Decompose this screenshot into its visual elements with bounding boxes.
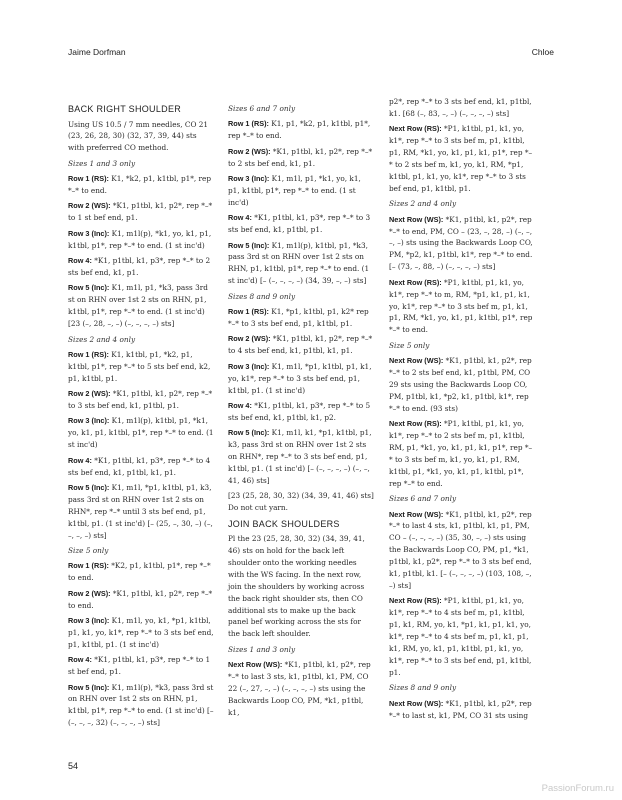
instruction-row bbox=[68, 482, 214, 542]
size-subheading: Sizes 8 and 9 only bbox=[389, 683, 457, 693]
row-label: Row 5 (Inc): bbox=[68, 682, 110, 692]
instruction-row bbox=[228, 146, 374, 170]
body-paragraph: Pl the 23 (25, 28, 30, 32) (34, 39, 41, 46) sts on hold for the back left shoulder onto the working needles with the WS facing. In the next row, join the shoulders by working across the back right shoulder sts, then CO additional sts to make up the back panel bef working across the sts for the back left shoulder. bbox=[228, 534, 365, 639]
page-number: 54 bbox=[68, 761, 79, 771]
row-label: Row 2 (WS): bbox=[228, 334, 271, 344]
row-text: *K1, p1tbl, k1, p2*, rep *–* to 1 st bef end, p1. bbox=[68, 201, 213, 223]
author-name: Jaime Dorfman bbox=[68, 47, 126, 57]
row-text: *K1, p1tbl, k1, p3*, rep *–* to 4 sts bef end, k1, p1tbl, k1, p1. bbox=[68, 455, 211, 477]
row-text: *P1, k1tbl, p1, k1, yo, k1*, rep *–* to 2 sts bef m, p1, k1tbl, RM, p1, *k1, yo, k1, p1, k1, p1*, rep *–* to 3 sts bef m, k1, yo, k1, p1, RM, k1tbl, p1, *k1, yo, k1, p1, k1tbl, p1*, rep *–* to end. bbox=[389, 419, 533, 488]
row-label: Row 3 (Inc): bbox=[228, 361, 270, 371]
section-heading: JOIN BACK SHOULDERS bbox=[228, 518, 340, 529]
row-text: *K1, p1tbl, k1, p3*, rep *–* to 3 sts bef end, k1, p1tbl, p1. bbox=[228, 213, 371, 235]
row-text: K1, k1tbl, p1, *k2, p1, k1tbl, p1*, rep *–* to 5 sts bef end, k2, p1, k1tbl, p1. bbox=[68, 349, 211, 383]
row-label: Row 2 (WS): bbox=[68, 389, 111, 399]
instruction-row bbox=[68, 173, 214, 197]
size-subheading: Sizes 2 and 4 only bbox=[389, 199, 457, 209]
instruction-row bbox=[228, 400, 374, 424]
row-text: K1, m1l(p), *k3, pass 3rd st on RHN over 1st 2 sts on RHN, p1, k1tbl, p1*, rep *–* to end. (1 st inc'd) [– (–, –, –, 32) (–, –, –, –) sts] bbox=[68, 682, 214, 728]
row-label: Row 4: bbox=[68, 455, 92, 465]
row-label: Next Row (RS): bbox=[389, 124, 442, 134]
instruction-row bbox=[68, 654, 214, 678]
instruction-row bbox=[228, 240, 374, 288]
row-text: K1, m1l, k1, *p1, k1tbl, p1, k3, pass 3rd st on RHN over 1st 2 sts on RHN*, rep *–* to 3 sts bef end, p1, k1tbl, p1. (1 st inc'd) [– (–, –, –, –) (–, –, 41, 46) sts] bbox=[228, 428, 372, 485]
row-text: K1, *p1, k1tbl, p1, k2* rep *–* to 3 sts bef end, p1, k1tbl, p1. bbox=[228, 307, 369, 328]
row-text: *K1, p1tbl, k1, p2*, rep *–* to end. bbox=[68, 588, 213, 610]
size-subheading: Size 5 only bbox=[68, 546, 109, 555]
size-subheading: Sizes 6 and 7 only bbox=[389, 494, 457, 504]
size-subheading: Sizes 1 and 3 only bbox=[68, 158, 136, 168]
row-text: *K1, p1tbl, k1, p2*, rep *–* to 3 sts bef end, k1, p1tbl, p1. bbox=[68, 389, 213, 411]
row-text: *K1, p1tbl, k1, p3*, rep *–* to 2 sts bef end, k1, p1. bbox=[68, 256, 211, 277]
row-label: Row 1 (RS): bbox=[68, 174, 109, 184]
row-text: *K2, p1, k1tbl, p1*, rep *–* to end. bbox=[68, 561, 211, 583]
row-label: Row 5 (Inc): bbox=[228, 428, 270, 438]
row-text: *K1, p1tbl, k1, p2*, rep *–* to 4 sts bef end, k1, p1tbl, k1, p1. bbox=[228, 334, 373, 356]
row-label: Next Row (WS): bbox=[389, 356, 444, 366]
instruction-row bbox=[228, 333, 374, 357]
row-text: K1, m1l(p), k1tbl, p1, *k1, yo, k1, p1, k1tbl, p1*, rep *–* to end. (1 st inc'd) bbox=[68, 416, 214, 450]
row-label: Row 3 (Inc): bbox=[68, 416, 110, 426]
body-paragraph: Using US 10.5 / 7 mm needles, CO 21 (23, 26, 28, 30) (32, 37, 39, 44) sts with preferred CO method. bbox=[68, 119, 209, 153]
row-text: *P1, k1tbl, p1, k1, yo, k1*, rep *–* to 3 sts bef m, p1, k1tbl, p1, RM, *k1, yo, k1, p1, k1, p1*, rep *–* to 2 sts bef m, k1, yo, k1, RM, *p1, k1tbl, p1, k1, yo, k1*, rep *–* to 3 sts bef end, p1, k1tbl, p1. bbox=[389, 124, 533, 193]
row-text: K1, m1l(p), *k1, yo, k1, p1, k1tbl, p1*, rep *–* to end. (1 st inc'd) bbox=[68, 228, 212, 250]
row-text: *K1, p1tbl, k1, p2*, rep *–* to 2 sts bef end, k1, p1tbl, PM, CO 29 sts using the Backwards Loop CO, PM, p1tbl, k1, *p2, k1, p1tbl, k1*, rep *–* to end. (93 sts) bbox=[389, 356, 532, 413]
row-label: Row 1 (RS): bbox=[68, 349, 109, 359]
row-label: Row 4: bbox=[228, 213, 252, 223]
size-subheading: Sizes 1 and 3 only bbox=[228, 644, 296, 654]
instruction-row bbox=[228, 361, 374, 397]
row-text: K1, m1l, p1, *k3, pass 3rd st on RHN over 1st 2 sts on RHN, p1, k1tbl, p1*, rep *–* to end. (1 st inc'd) [23 (–, 28, –, –) (–, –, –, –) sts] bbox=[68, 283, 208, 329]
watermark: PassionForum.ru bbox=[541, 783, 614, 794]
row-text: K1, m1l, *p1, k1tbl, p1, k3, pass 3rd st on RHN over 1st 2 sts on RHN*, rep *–* until 3 sts bef end, p1, k1tbl, p1. (1 st inc'd) [– (25, –, 30, –) (–, –, –, –) sts] bbox=[68, 482, 213, 540]
instruction-row bbox=[68, 415, 214, 451]
instruction-row bbox=[228, 306, 374, 330]
instruction-row bbox=[68, 455, 214, 479]
row-text: *P1, k1tbl, p1, k1, yo, k1*, rep *–* to m, RM, *p1, k1, p1, k1, yo, k1*, rep *–* to 3 sts bef m, p1, k1, p1, RM, *k1, yo, k1, p1, k1tbl, p1*, rep *–* to end. bbox=[389, 277, 533, 335]
section-heading: BACK RIGHT SHOULDER bbox=[68, 104, 182, 114]
row-text: K1, m1l, yo, k1, *p1, k1tbl, p1, k1, yo, k1*, rep *–* to 3 sts bef end, p1, k1tbl, p1. (1 st inc'd) bbox=[68, 616, 214, 649]
instruction-row bbox=[68, 282, 214, 330]
instruction-row bbox=[68, 228, 214, 252]
row-label: Row 4: bbox=[228, 400, 252, 410]
row-label: Row 1 (RS): bbox=[228, 307, 269, 317]
row-label: Next Row (WS): bbox=[389, 214, 444, 224]
row-text: K1, p1, *k2, p1, k1tbl, p1*, rep *–* to end. bbox=[228, 119, 371, 141]
row-text: *K1, p1tbl, k1, p2*, rep *–* to end, PM, CO – (23, –, 28, –) (–, –, –, –) sts using the Backwards Loop CO, PM, *p2, k1, p1tbl, k1*, rep *–* to end. [– (73, –, 88, –) (–, –, –, –) sts] bbox=[389, 214, 533, 272]
instruction-row bbox=[68, 682, 214, 730]
size-subheading: Size 5 only bbox=[389, 340, 430, 350]
instruction-row bbox=[389, 277, 535, 337]
row-label: Row 3 (Inc): bbox=[68, 616, 110, 626]
instruction-row bbox=[389, 509, 535, 592]
row-text: *K1, p1tbl, k1, p3*, rep *–* to 1 st bef end, p1. bbox=[68, 655, 211, 677]
size-subheading: Sizes 8 and 9 only bbox=[228, 291, 296, 301]
row-text: K1, m1l(p), k1tbl, p1, *k3, pass 3rd st on RHN over 1st 2 sts on RHN, p1, k1tbl, p1*, rep *–* to end. (1 st inc'd) [– (–, –, –, –) (34, 39, –, –) sts] bbox=[228, 240, 370, 286]
instruction-row bbox=[228, 173, 374, 209]
row-label: Row 2 (WS): bbox=[68, 588, 111, 598]
row-label: Next Row (RS): bbox=[389, 596, 442, 606]
instruction-row bbox=[389, 214, 535, 274]
instruction-row bbox=[389, 418, 535, 489]
row-label: Row 4: bbox=[68, 655, 92, 665]
instruction-row bbox=[68, 349, 214, 385]
row-text: K1, *k2, p1, k1tbl, p1*, rep *–* to end. bbox=[68, 174, 212, 196]
row-label: Row 2 (WS): bbox=[228, 146, 271, 156]
row-text: *K1, p1tbl, k1, p2*, rep *–* to 2 sts bef end, k1, p1. bbox=[228, 146, 373, 168]
text-column-3 bbox=[389, 96, 535, 725]
text-column-1 bbox=[68, 103, 214, 733]
row-label: Row 4: bbox=[68, 256, 92, 266]
row-label: Row 1 (RS): bbox=[68, 561, 109, 571]
row-text: *K1, p1tbl, k1, p3*, rep *–* to 5 sts bef end, k1, p1tbl, k1, p2. bbox=[228, 400, 371, 422]
row-text: K1, m1l, p1, *k1, yo, k1, p1, k1tbl, p1*, rep *–* to end. (1 st inc'd) bbox=[228, 174, 361, 207]
instruction-row bbox=[389, 355, 535, 415]
row-label: Row 5 (Inc): bbox=[68, 482, 110, 492]
row-label: Next Row (WS): bbox=[389, 698, 444, 708]
row-label: Row 5 (Inc): bbox=[228, 240, 270, 250]
row-text: *K1, p1tbl, k1, p2*, rep *–* to last st, k1, PM, CO 31 sts using bbox=[389, 698, 532, 720]
row-label: Next Row (WS): bbox=[228, 660, 283, 670]
row-text: *K1, p1tbl, k1, p2*, rep *–* to last 4 sts, k1, p1tbl, k1, p1, PM, CO – (–, –, –, –) (35, 30, –, –) sts using the Backwards Loop CO, PM, p1, *k1, p1tbl, k1, p2*, rep *–* to 3 sts bef end, k1, p1tbl, k1. [– (–, –, –, –) (103, 108, –, –) sts] bbox=[389, 509, 532, 590]
instruction-row bbox=[228, 118, 374, 142]
row-text: K1, m1l, *p1, k1tbl, p1, k1, yo, k1*, rep *–* to 3 sts bef end, p1, k1tbl, p1. (1 st inc'd) bbox=[228, 361, 372, 395]
instruction-row bbox=[68, 388, 214, 412]
pattern-name: Chloe bbox=[531, 47, 554, 57]
row-label: Next Row (RS): bbox=[389, 419, 442, 429]
row-text: *P1, k1tbl, p1, k1, yo, k1*, rep *–* to 4 sts bef m, p1, k1tbl, p1, k1, RM, yo, k1, *p1, k1, p1, k1, yo, k1*, rep *–* to 4 sts bef m, p1, k1, p1, k1, RM, yo, k1, p1, k1tbl, p1, k1, yo, k1*, rep *–* to 3 sts bef end, p1, k1tbl, p1. bbox=[389, 596, 532, 677]
size-subheading: Sizes 2 and 4 only bbox=[68, 334, 136, 344]
instruction-row bbox=[228, 212, 374, 236]
body-paragraph: [23 (25, 28, 30, 32) (34, 39, 41, 46) sts] Do not cut yarn. bbox=[228, 491, 374, 513]
row-label: Row 5 (Inc): bbox=[68, 283, 110, 293]
size-subheading: Sizes 6 and 7 only bbox=[228, 104, 296, 113]
row-label: Row 1 (RS): bbox=[228, 119, 269, 129]
text-column-2 bbox=[228, 103, 374, 722]
row-label: Row 3 (Inc): bbox=[228, 174, 270, 184]
instruction-row bbox=[228, 427, 374, 487]
instruction-row bbox=[389, 698, 535, 722]
instruction-row bbox=[68, 255, 214, 279]
row-label: Row 3 (Inc): bbox=[68, 228, 110, 238]
instruction-row bbox=[228, 659, 374, 719]
body-paragraph: p2*, rep *–* to 3 sts bef end, k1, p1tbl, k1. [68 (–, 83, –, –) (–, –, –, –) sts] bbox=[389, 97, 532, 118]
row-label: Row 2 (WS): bbox=[68, 201, 111, 211]
instruction-row bbox=[68, 200, 214, 224]
instruction-row bbox=[68, 588, 214, 612]
instruction-row bbox=[68, 560, 214, 584]
instruction-row bbox=[68, 615, 214, 651]
row-text: *K1, p1tbl, k1, p2*, rep *–* to last 3 sts, k1, p1tbl, k1, PM, CO 22 (–, 27, –, –) (–, –, –, –) sts using the Backwards Loop CO, PM, *k1, p1tbl, k1, bbox=[228, 660, 371, 717]
instruction-row bbox=[389, 123, 535, 194]
row-label: Next Row (RS): bbox=[389, 277, 442, 287]
row-label: Next Row (WS): bbox=[389, 509, 444, 519]
instruction-row bbox=[389, 595, 535, 678]
